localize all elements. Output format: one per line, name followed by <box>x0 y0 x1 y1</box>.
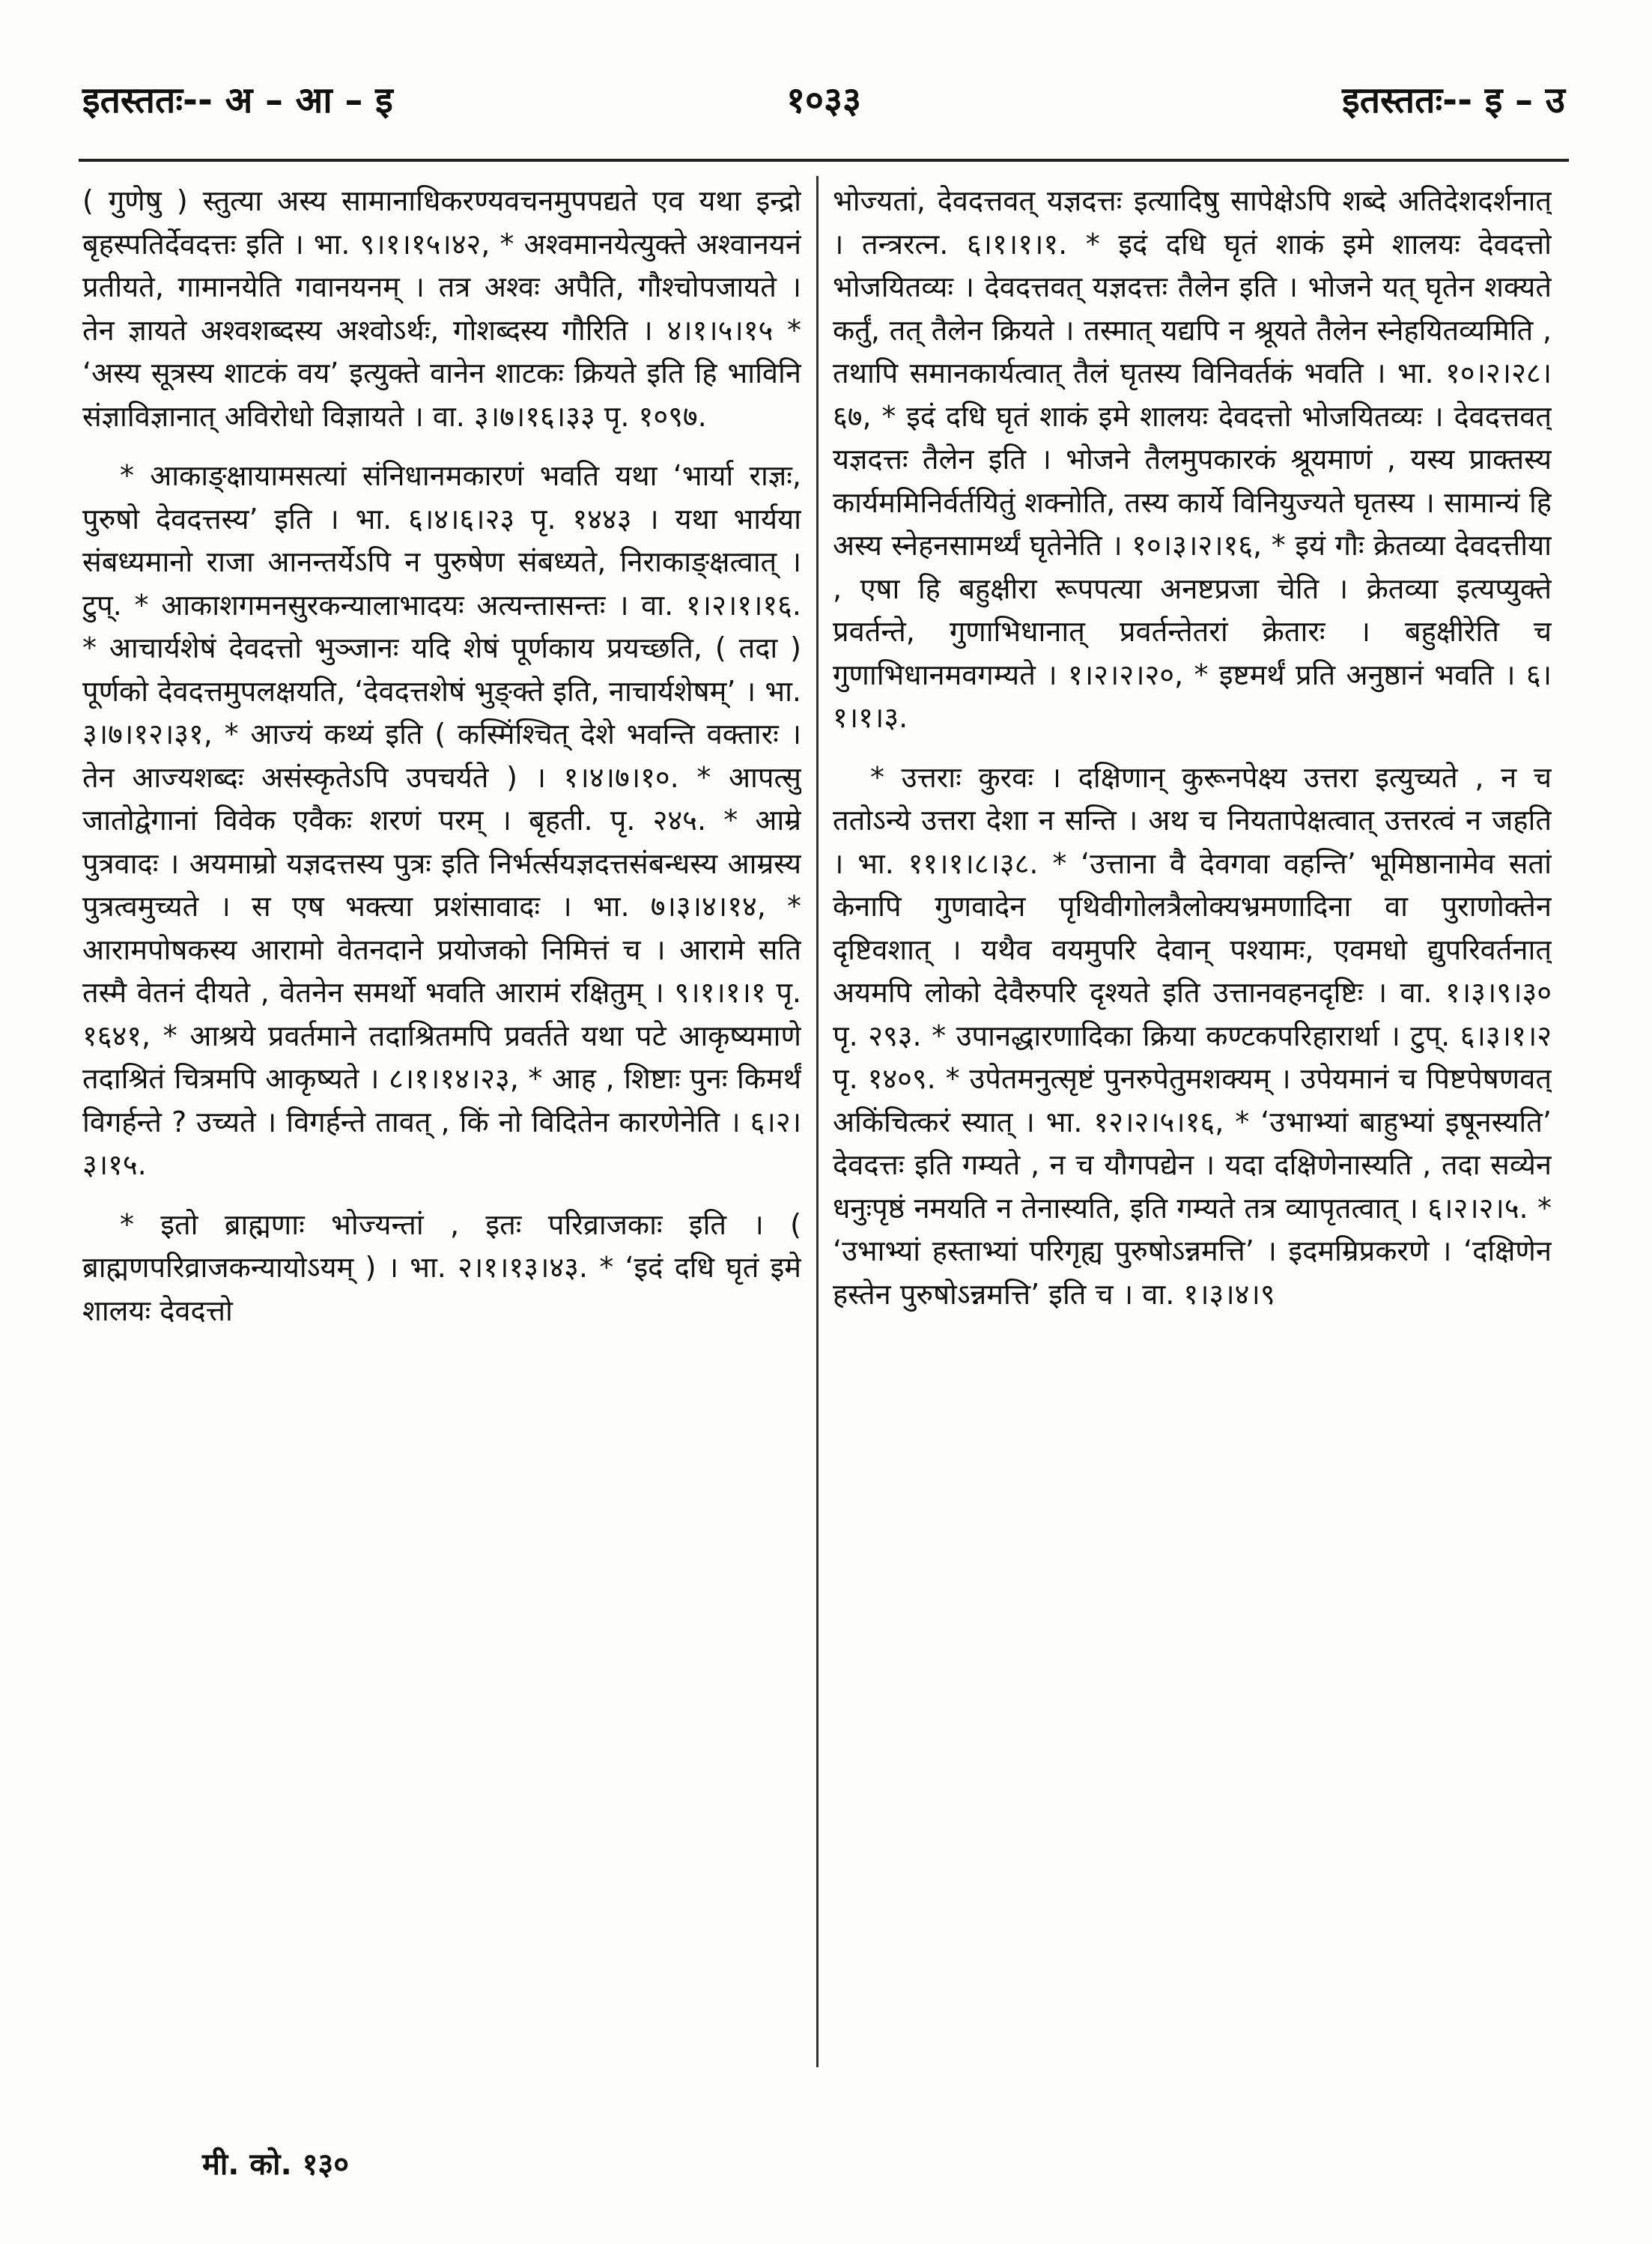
left-paragraph-3: * इतो ब्राह्मणाः भोज्यन्तां , इतः परिव्राजकाः इति । ( ब्राह्मणपरिव्राजकन्यायोऽयम् ) । भा. २।१।१३।४३. * ‘इदं दधि घृतं इमे शालयः देवदत्तो <box>82 1207 801 1327</box>
signature-mark: मी. को. १३० <box>202 2147 350 2182</box>
header-rule <box>79 159 1569 162</box>
page-header <box>82 75 1565 142</box>
right-paragraph-1: भोज्यतां, देवदत्तवत् यज्ञदत्तः इत्यादिषु सापेक्षेऽपि शब्दे अतिदेशदर्शनात् । तन्त्ररत्न. ६।१।१।१. * इदं दधि घृतं शाकं इमे शालयः देवदत्तो भोजयितव्यः । देवदत्तवत् यज्ञदत्तः तैलेन इति । भोजने यत् घृतेन शक्यते कर्तुं, तत् तैलेन क्रियते । तस्मात् यद्यपि न श्रूयते तैलेन स्नेहयितव्यमिति , तथापि समानकार्यत्वात् तैलं घृतस्य विनिवर्तकं भवति । भा. १०।२।२८।६७, * इदं दधि घृतं शाकं इमे शालयः देवदत्तो भोजयितव्यः । देवदत्तवत् यज्ञदत्तः तैलेन इति । भोजने तैलमुपकारकं श्रूयमाणं , यस्य प्राक्तस्य कार्यममिनिर्वर्तयितुं शक्नोति, तस्य कार्ये विनियुज्यते घृतस्य । सामान्यं हि अस्य स्नेहनसामर्थ्यं घृतेनेति । १०।३।२।१६, * इयं गौः क्रेतव्या देवदत्तीया , एषा हि बहुक्षीरा रूपपत्या अनष्टप्रजा चेति । क्रेतव्या इत्यप्युक्ते प्रवर्तन्ते, गुणाभिधानात् प्रवर्तन्तेतरां क्रेतारः । बहुक्षीरेति च गुणाभिधानमवगम्यते । १।२।२।२०, * इष्टमर्थं प्रति अनुष्ठानं भवति । ६।१।१।३. <box>833 184 1552 734</box>
left-paragraph-1: ( गुणेषु ) स्तुत्या अस्य सामानाधिकरण्यवचनमुपपद्यते एव यथा इन्द्रो बृहस्पतिर्देवदत्तः इति । भा. ९।१।१५।४२, * अश्वमानयेत्युक्ते अश्वानयनं प्रतीयते, गामानयेति गवानयनम् । तत्र अश्वः अपैति, गौश्चोपजायते । तेन ज्ञायते अश्वशब्दस्य अश्वोऽर्थः, गोशब्दस्य गौरिति । ४।१।५।१५ * ‘अस्य सूत्रस्य शाटकं वय’ इत्युक्ते वानेन शाटकः क्रियते इति हि भाविनि संज्ञाविज्ञानात् अविरोधो विज्ञायते । वा. ३।७।१६।३३ पृ. १०९७. <box>82 184 801 433</box>
left-column <box>82 180 801 2097</box>
page-number: १०३३ <box>786 79 861 121</box>
header-left-guide-words: इतस्ततः-- अ – आ – इ <box>82 79 393 121</box>
header-right-guide-words: इतस्ततः-- इ – उ <box>1342 79 1565 121</box>
right-column <box>833 180 1552 2097</box>
column-divider <box>816 176 819 2067</box>
left-paragraph-2: * आकाङ्क्षायामसत्यां संनिधानमकारणं भवति यथा ‘भार्या राज्ञः, पुरुषो देवदत्तस्य’ इति । भा. ६।४।६।२३ पृ. १४४३ । यथा भार्यया संबध्यमानो राजा आनन्तर्येऽपि न पुरुषेण संबध्यते, निराकाङ्क्षत्वात् । टुप्. * आकाशगमनसुरकन्यालाभादयः अत्यन्तासन्तः । वा. १।२।१।१६. * आचार्यशेषं देवदत्तो भुञ्जानः यदि शेषं पूर्णकाय प्रयच्छति, ( तदा ) पूर्णको देवदत्तमुपलक्षयति, ‘देवदत्तशेषं भुङ्क्ते इति, नाचार्यशेषम्’ । भा. ३।७।१२।३१, * आज्यं कथ्यं इति ( कस्मिंश्चित् देशे भवन्ति वक्तारः । तेन आज्यशब्दः असंस्कृतेऽपि उपचर्यते ) । १।४।७।१०. * आपत्सु जातोद्वेगानां विवेक एवैकः शरणं परम् । बृहती. पृ. २४५. * आम्रे पुत्रवादः । अयमाम्रो यज्ञदत्तस्य पुत्रः इति निर्भर्त्सयज्ञदत्तसंबन्धस्य आम्रस्य पुत्रत्वमुच्यते । स एष भक्त्या प्रशंसावादः । भा. ७।३।४।१४, * आरामपोषकस्य आरामो वेतनदाने प्रयोजको निमित्तं च । आरामे सति तस्मै वेतनं दीयते , वेतनेन समर्थो भवति आरामं रक्षितुम् । ९।१।१।१ पृ. १६४१, * आश्रये प्रवर्तमाने तदाश्रितमपि प्रवर्तते यथा पटे आकृष्यमाणे तदाश्रितं चित्रमपि आकृष्यते । ८।१।१४।२३, * आह , शिष्टाः पुनः किमर्थं विगर्हन्ते ? उच्यते । विगर्हन्ते तावत् , किं नो विदितेन कारणेनेति । ६।२।३।१५. <box>82 459 801 1181</box>
right-paragraph-2: * उत्तराः कुरवः । दक्षिणान् कुरूनपेक्ष्य उत्तरा इत्युच्यते , न च ततोऽन्ये उत्तरा देशा न सन्ति । अथ च नियतापेक्षत्वात् उत्तरत्वं न जहति । भा. ११।१।८।३८. * ‘उत्ताना वै देवगवा वहन्ति’ भूमिष्ठानामेव सतां केनापि गुणवादेन पृथिवीगोलत्रैलोक्यभ्रमणादिना वा पुराणोक्तेन दृष्टिवशात् । यथैव वयमुपरि देवान् पश्यामः, एवमधो द्युपरिवर्तनात् अयमपि लोको देवैरुपरि दृश्यते इति उत्तानवहनदृष्टिः । वा. १।३।९।३० पृ. २९३. * उपानद्धारणादिका क्रिया कण्टकपरिहारार्था । टुप्. ६।३।१।२ पृ. १४०९. * उपेतमनुत्सृष्टं पुनरुपेतुमशक्यम् । उपेयमानं च पिष्टपेषणवत् अकिंचित्करं स्यात् । भा. १२।२।५।१६, * ‘उभाभ्यां बाहुभ्यां इषूनस्यति’ देवदत्तः इति गम्यते , न च यौगपद्येन । यदा दक्षिणेनास्यति , तदा सव्येन धनुःपृष्ठं नमयति न तेनास्यति, इति गम्यते तत्र व्यापृतत्वात् । ६।२।२।५. * ‘उभाभ्यां हस्ताभ्यां परिगृह्य पुरुषोऽन्नमत्ति’ । इदमम्रिप्रकरणे । ‘दक्षिणेन हस्तेन पुरुषोऽन्नमत्ति’ इति च । वा. १।३।४।९ <box>833 760 1552 1311</box>
